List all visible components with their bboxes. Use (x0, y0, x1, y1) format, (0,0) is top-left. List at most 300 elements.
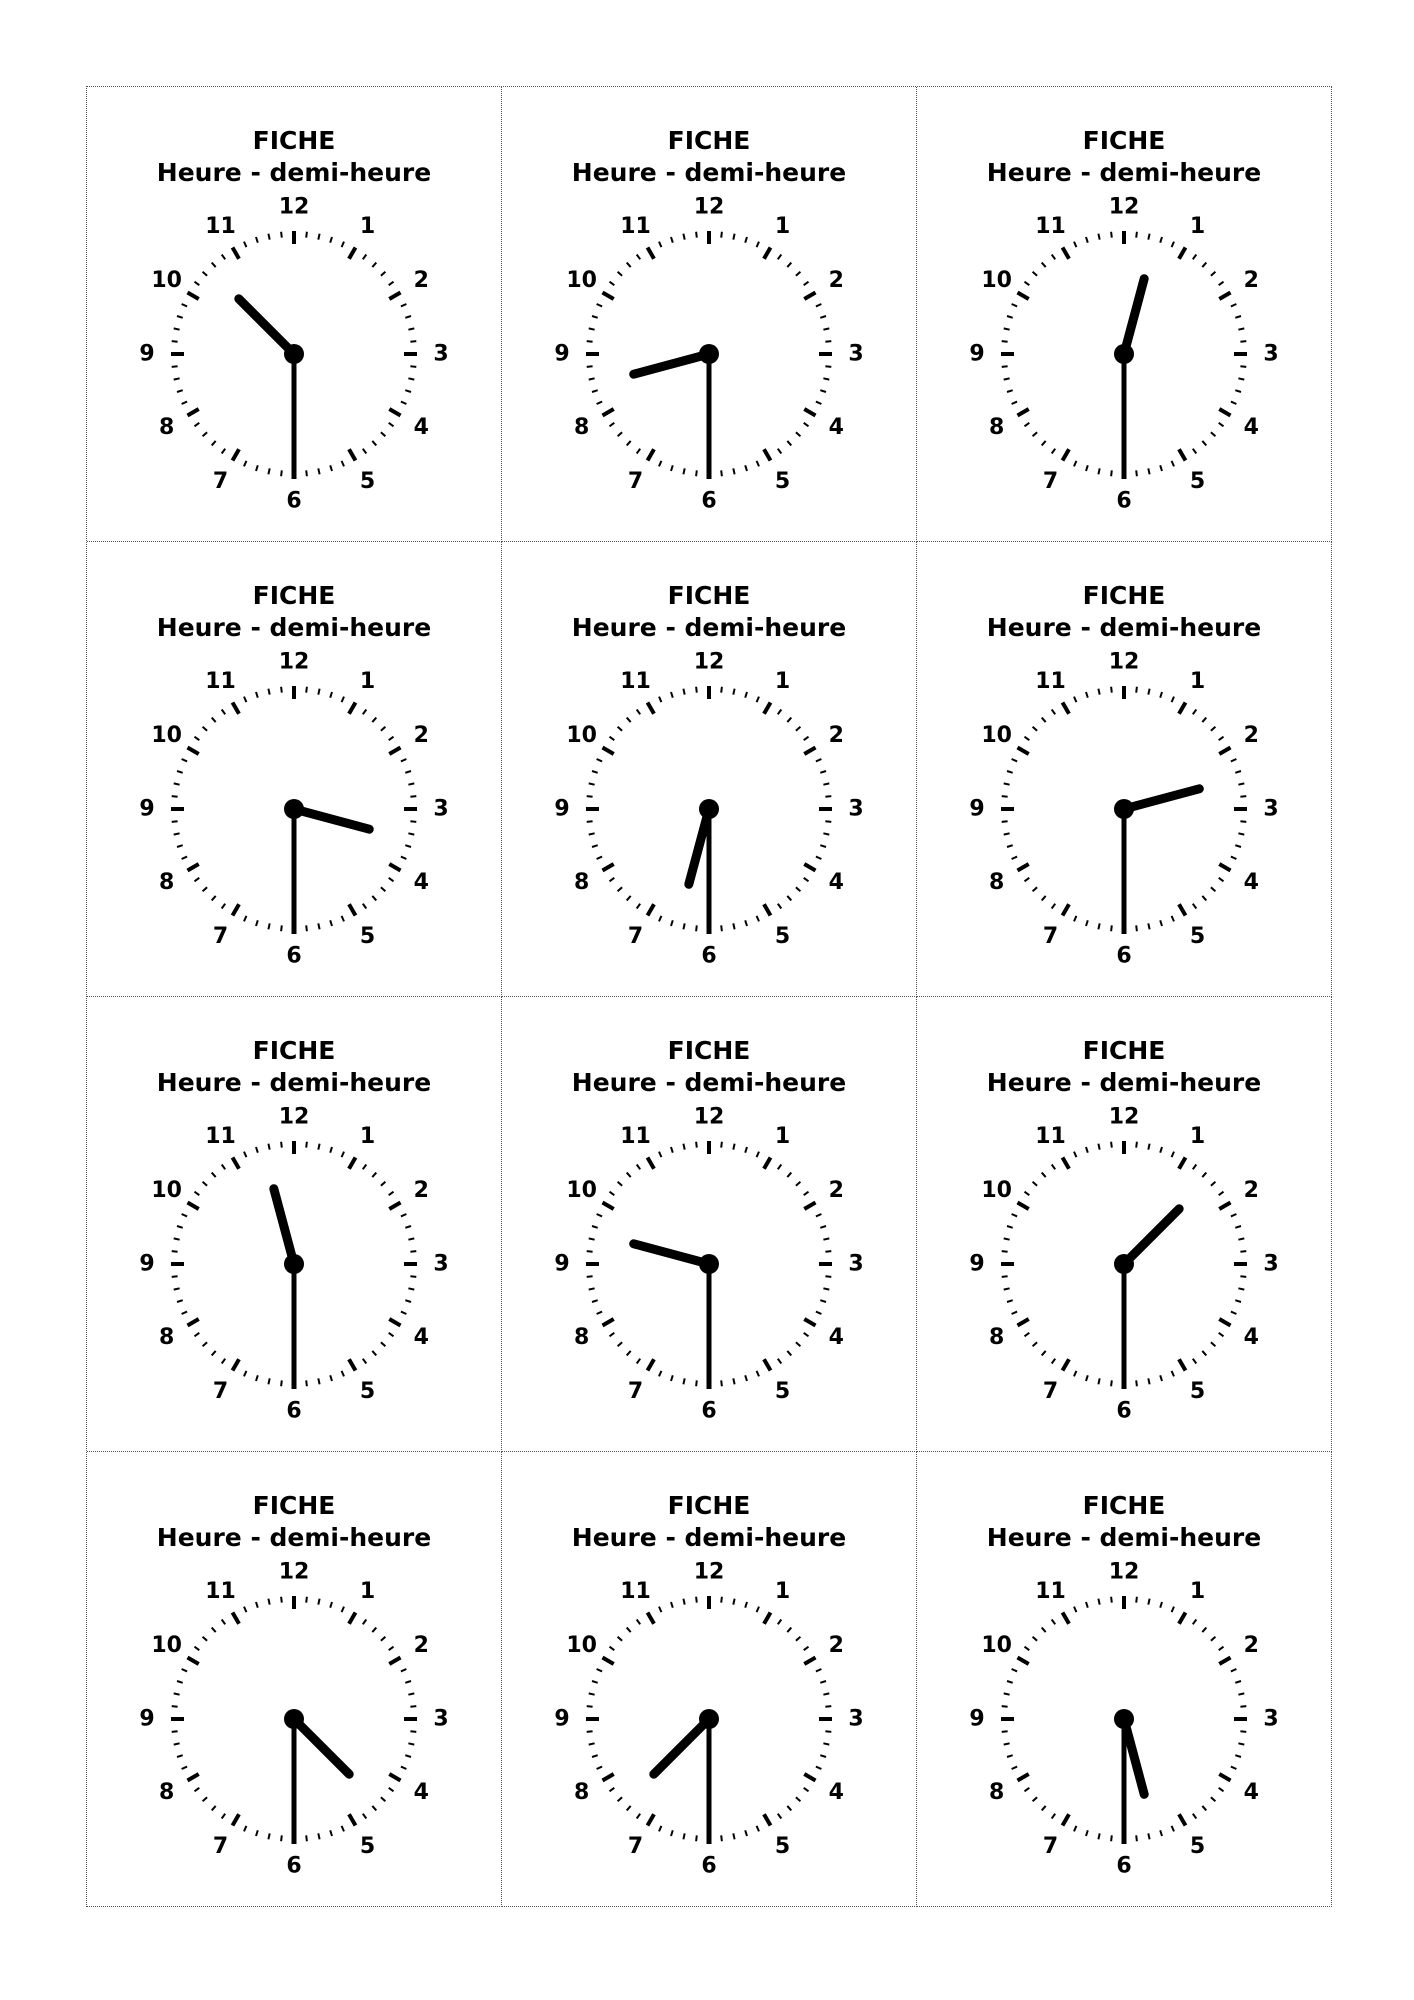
hour-tick (389, 293, 400, 300)
card-subtitle: Heure - demi-heure (986, 613, 1262, 642)
minute-tick (177, 1681, 183, 1683)
minute-tick (1235, 771, 1241, 773)
minute-tick (1012, 1312, 1018, 1314)
minute-tick (787, 263, 791, 268)
minute-tick (1240, 1276, 1246, 1277)
minute-tick (372, 441, 376, 446)
minute-tick (1111, 470, 1112, 476)
hour-tick (603, 1319, 614, 1326)
hour-tick (188, 1319, 199, 1326)
minute-tick (177, 390, 183, 392)
hour-tick (233, 248, 240, 259)
minute-tick (281, 1142, 282, 1148)
clock-center-pin (699, 1709, 719, 1729)
minute-tick (389, 1788, 394, 1792)
clock-numeral: 11 (620, 669, 651, 695)
minute-tick (195, 1333, 200, 1337)
minute-tick (389, 1192, 394, 1196)
minute-tick (592, 1755, 598, 1757)
minute-tick (381, 1637, 386, 1641)
clock-numeral: 9 (969, 1706, 985, 1732)
minute-tick (381, 727, 386, 731)
minute-tick (1231, 1669, 1237, 1671)
clock-numeral: 9 (139, 796, 155, 822)
minute-tick (796, 432, 801, 436)
hour-tick (1063, 449, 1070, 460)
minute-tick (195, 1647, 200, 1651)
hour-tick (188, 1774, 199, 1781)
clock-face (539, 1097, 879, 1437)
minute-tick (1012, 304, 1018, 306)
hour-hand (1124, 1209, 1179, 1264)
minute-tick (1086, 1602, 1088, 1608)
minute-tick (1002, 796, 1008, 797)
minute-tick (592, 316, 598, 318)
minute-tick (172, 341, 178, 342)
clock-numeral: 8 (159, 1325, 175, 1350)
minute-tick (823, 1238, 829, 1239)
clock-center-pin (1114, 1254, 1134, 1274)
minute-tick (408, 833, 414, 834)
minute-tick (1235, 845, 1241, 847)
minute-tick (637, 255, 641, 260)
minute-tick (1172, 1371, 1174, 1377)
minute-tick (733, 468, 734, 474)
clock-face (124, 187, 464, 527)
minute-tick (587, 1251, 593, 1252)
minute-tick (637, 1359, 641, 1364)
hour-tick (804, 1658, 815, 1665)
minute-tick (363, 1814, 367, 1819)
clock-numeral: 10 (981, 723, 1013, 748)
minute-tick (1219, 1788, 1224, 1792)
minute-tick (745, 1147, 747, 1153)
hour-tick (233, 1613, 240, 1624)
minute-tick (203, 887, 208, 891)
minute-tick (778, 904, 782, 909)
minute-tick (1172, 1826, 1174, 1832)
clock-numeral: 12 (278, 649, 310, 675)
minute-tick (1193, 449, 1197, 454)
clock-face (124, 642, 464, 982)
minute-tick (1086, 237, 1088, 243)
minute-tick (721, 1142, 722, 1148)
minute-tick (172, 1251, 178, 1252)
minute-tick (306, 1835, 307, 1841)
clock-numeral: 10 (566, 1633, 598, 1658)
clock-face (539, 187, 879, 527)
minute-tick (683, 1833, 684, 1839)
minute-tick (804, 1788, 809, 1792)
minute-tick (721, 687, 722, 693)
minute-tick (408, 783, 414, 784)
clock-numeral: 1 (1189, 669, 1206, 695)
minute-tick (1098, 1378, 1099, 1384)
minute-tick (1148, 689, 1149, 695)
minute-tick (203, 1182, 208, 1186)
minute-tick (823, 378, 829, 379)
hour-tick (1018, 1203, 1029, 1210)
minute-tick (618, 887, 623, 891)
minute-tick (1160, 1830, 1162, 1836)
minute-tick (372, 263, 376, 268)
minute-tick (1002, 1251, 1008, 1252)
minute-tick (330, 1602, 332, 1608)
hour-tick (648, 248, 655, 259)
minute-tick (1231, 1312, 1237, 1314)
hour-tick (648, 1359, 655, 1370)
clock-numeral: 2 (413, 1633, 429, 1658)
hour-tick (188, 748, 199, 755)
minute-tick (1219, 1647, 1224, 1651)
clock-numeral: 7 (212, 1378, 229, 1404)
minute-tick (177, 1755, 183, 1757)
clock-face (954, 1097, 1294, 1437)
clock-numeral: 1 (1189, 1124, 1206, 1150)
minute-tick (816, 1669, 822, 1671)
minute-tick (1042, 718, 1046, 723)
minute-tick (618, 1797, 623, 1801)
minute-tick (1086, 1830, 1088, 1836)
minute-tick (587, 796, 593, 797)
clock-numeral: 5 (1189, 923, 1206, 949)
minute-tick (363, 1359, 367, 1364)
clock-numeral: 10 (151, 268, 183, 293)
minute-tick (1202, 1351, 1206, 1356)
clock-numeral: 1 (1189, 1579, 1206, 1605)
minute-tick (1111, 232, 1112, 238)
hour-tick (233, 449, 240, 460)
minute-tick (659, 916, 661, 922)
minute-tick (1074, 916, 1076, 922)
clock-face (954, 187, 1294, 527)
minute-tick (1002, 341, 1008, 342)
minute-tick (1012, 1767, 1018, 1769)
clock-numeral: 2 (828, 268, 844, 293)
minute-tick (637, 1165, 641, 1170)
minute-tick (627, 896, 631, 901)
minute-tick (1160, 465, 1162, 471)
hour-tick (1179, 904, 1186, 915)
minute-tick (1007, 1681, 1013, 1683)
minute-tick (1033, 1797, 1038, 1801)
minute-tick (787, 441, 791, 446)
minute-tick (1042, 1351, 1046, 1356)
minute-tick (1193, 710, 1197, 715)
clock-numeral: 4 (1243, 415, 1259, 440)
clock-numeral: 6 (286, 1398, 302, 1424)
minute-tick (372, 896, 376, 901)
minute-tick (203, 432, 208, 436)
hour-tick (349, 703, 356, 714)
minute-tick (1136, 470, 1137, 476)
minute-tick (1172, 1607, 1174, 1613)
minute-tick (342, 697, 344, 703)
minute-tick (1148, 468, 1149, 474)
clock-numeral: 4 (828, 1325, 844, 1350)
hour-tick (1018, 864, 1029, 871)
clock-numeral: 9 (969, 1251, 985, 1277)
minute-tick (1172, 461, 1174, 467)
clock-numeral: 2 (828, 1633, 844, 1658)
clock-face (124, 1552, 464, 1892)
minute-tick (182, 857, 188, 859)
hour-tick (764, 1814, 771, 1825)
hour-tick (233, 1359, 240, 1370)
minute-tick (268, 468, 269, 474)
hour-hand (294, 809, 369, 829)
minute-tick (1074, 242, 1076, 248)
minute-tick (306, 1597, 307, 1603)
minute-tick (1160, 237, 1162, 243)
minute-tick (1002, 821, 1008, 822)
minute-tick (1033, 1342, 1038, 1346)
minute-tick (318, 689, 319, 695)
minute-tick (1211, 1342, 1216, 1346)
minute-tick (1148, 1378, 1149, 1384)
minute-tick (778, 1620, 782, 1625)
minute-tick (268, 1833, 269, 1839)
minute-tick (381, 1182, 386, 1186)
minute-tick (823, 833, 829, 834)
minute-tick (363, 710, 367, 715)
minute-tick (401, 402, 407, 404)
clock-numeral: 2 (1243, 1633, 1259, 1658)
minute-tick (1052, 1814, 1056, 1819)
minute-tick (1193, 904, 1197, 909)
minute-tick (825, 1251, 831, 1252)
minute-tick (587, 1706, 593, 1707)
card-title: FICHE (667, 581, 751, 610)
clock-numeral: 9 (554, 1706, 570, 1732)
minute-tick (182, 1669, 188, 1671)
minute-tick (1111, 1835, 1112, 1841)
minute-tick (825, 341, 831, 342)
minute-tick (627, 263, 631, 268)
minute-tick (372, 718, 376, 723)
minute-tick (1172, 916, 1174, 922)
minute-tick (342, 1826, 344, 1832)
hour-tick (603, 1658, 614, 1665)
hour-tick (1063, 904, 1070, 915)
clock-numeral: 5 (774, 1833, 791, 1859)
clock-numeral: 1 (359, 669, 376, 695)
minute-tick (244, 1607, 246, 1613)
minute-tick (721, 1597, 722, 1603)
minute-tick (733, 1378, 734, 1384)
clock-numeral: 3 (848, 341, 864, 367)
minute-tick (256, 1375, 258, 1381)
minute-tick (1231, 857, 1237, 859)
card-title: FICHE (1082, 126, 1166, 155)
minute-tick (825, 796, 831, 797)
minute-tick (389, 282, 394, 286)
minute-tick (610, 1333, 615, 1337)
clock-numeral: 8 (989, 1325, 1005, 1350)
minute-tick (1172, 1152, 1174, 1158)
minute-tick (182, 1214, 188, 1216)
card-subtitle: Heure - demi-heure (156, 1523, 432, 1552)
minute-tick (1012, 1669, 1018, 1671)
minute-tick (363, 904, 367, 909)
minute-tick (597, 304, 603, 306)
minute-tick (389, 423, 394, 427)
minute-tick (244, 916, 246, 922)
minute-tick (1193, 1165, 1197, 1170)
hour-tick (389, 1774, 400, 1781)
card-title: FICHE (667, 1036, 751, 1065)
clock-numeral: 9 (554, 341, 570, 367)
minute-tick (1235, 1755, 1241, 1757)
minute-tick (610, 423, 615, 427)
minute-tick (1002, 1706, 1008, 1707)
clock-numeral: 6 (1116, 488, 1132, 514)
minute-tick (1240, 1251, 1246, 1252)
clock-numeral: 12 (693, 1104, 725, 1130)
card-subtitle: Heure - demi-heure (571, 158, 847, 187)
minute-tick (203, 1797, 208, 1801)
minute-tick (1211, 1182, 1216, 1186)
clock-numeral: 4 (828, 415, 844, 440)
minute-tick (683, 468, 684, 474)
clock-numeral: 8 (989, 870, 1005, 895)
hour-tick (1219, 1774, 1230, 1781)
minute-tick (823, 783, 829, 784)
minute-tick (1052, 449, 1056, 454)
minute-tick (244, 1826, 246, 1832)
minute-tick (816, 857, 822, 859)
minute-tick (172, 796, 178, 797)
minute-tick (1240, 796, 1246, 797)
hour-tick (188, 864, 199, 871)
minute-tick (1235, 1226, 1241, 1228)
hour-tick (648, 1814, 655, 1825)
minute-tick (1012, 857, 1018, 859)
hour-tick (1179, 703, 1186, 714)
minute-tick (1231, 402, 1237, 404)
hour-tick (603, 748, 614, 755)
clock-numeral: 3 (1263, 796, 1279, 822)
minute-tick (721, 1835, 722, 1841)
minute-tick (268, 234, 269, 240)
clock-numeral: 5 (359, 923, 376, 949)
minute-tick (1240, 1706, 1246, 1707)
minute-tick (1052, 255, 1056, 260)
hour-hand (634, 1244, 709, 1264)
minute-tick (696, 1380, 697, 1386)
minute-tick (1042, 263, 1046, 268)
clock-numeral: 10 (981, 1633, 1013, 1658)
minute-tick (1235, 316, 1241, 318)
minute-tick (1136, 1835, 1137, 1841)
minute-tick (745, 237, 747, 243)
minute-tick (671, 1375, 673, 1381)
hour-tick (1063, 248, 1070, 259)
card-title: FICHE (667, 1491, 751, 1520)
hour-tick (349, 1359, 356, 1370)
clock-numeral: 8 (574, 870, 590, 895)
minute-tick (1136, 1380, 1137, 1386)
minute-tick (306, 925, 307, 931)
clock-numeral: 2 (828, 1178, 844, 1203)
minute-tick (1219, 282, 1224, 286)
hour-tick (1179, 1158, 1186, 1169)
minute-tick (627, 441, 631, 446)
minute-tick (1172, 242, 1174, 248)
clock-numeral: 1 (359, 1124, 376, 1150)
minute-tick (1148, 923, 1149, 929)
minute-tick (804, 737, 809, 741)
minute-tick (363, 255, 367, 260)
minute-tick (1238, 783, 1244, 784)
minute-tick (1086, 920, 1088, 926)
minute-tick (1136, 925, 1137, 931)
minute-tick (659, 697, 661, 703)
minute-tick (1007, 1300, 1013, 1302)
minute-tick (733, 1833, 734, 1839)
hour-hand (634, 354, 709, 374)
minute-tick (1240, 821, 1246, 822)
minute-tick (172, 1706, 178, 1707)
minute-tick (787, 718, 791, 723)
clock-numeral: 6 (701, 943, 717, 969)
clock-numeral: 12 (1108, 649, 1140, 675)
minute-tick (721, 925, 722, 931)
clock-face (954, 1552, 1294, 1892)
minute-tick (1231, 1214, 1237, 1216)
hour-tick (1179, 1613, 1186, 1624)
minute-tick (212, 896, 216, 901)
hour-tick (233, 1158, 240, 1169)
minute-tick (1211, 1797, 1216, 1801)
minute-tick (244, 461, 246, 467)
minute-tick (825, 366, 831, 367)
minute-tick (1025, 1788, 1030, 1792)
minute-tick (820, 845, 826, 847)
minute-tick (410, 366, 416, 367)
minute-tick (816, 1767, 822, 1769)
minute-tick (589, 378, 595, 379)
hour-tick (349, 1613, 356, 1624)
hour-tick (389, 748, 400, 755)
minute-tick (618, 727, 623, 731)
clock-numeral: 2 (413, 268, 429, 293)
minute-tick (1235, 1300, 1241, 1302)
hour-tick (233, 904, 240, 915)
clock-center-pin (699, 344, 719, 364)
clock-numeral: 8 (159, 870, 175, 895)
minute-tick (778, 449, 782, 454)
clock-numeral: 3 (433, 1251, 449, 1277)
minute-tick (389, 878, 394, 882)
clock-numeral: 4 (413, 415, 429, 440)
minute-tick (823, 328, 829, 329)
minute-tick (222, 1165, 226, 1170)
minute-tick (222, 710, 226, 715)
minute-tick (1033, 272, 1038, 276)
minute-tick (408, 328, 414, 329)
minute-tick (597, 1669, 603, 1671)
minute-tick (1042, 441, 1046, 446)
minute-tick (177, 316, 183, 318)
minute-tick (177, 771, 183, 773)
clock-card (502, 1452, 917, 1907)
clock-numeral: 4 (413, 1780, 429, 1805)
hour-tick (1219, 748, 1230, 755)
minute-tick (1160, 1147, 1162, 1153)
minute-tick (174, 328, 180, 329)
minute-tick (825, 821, 831, 822)
